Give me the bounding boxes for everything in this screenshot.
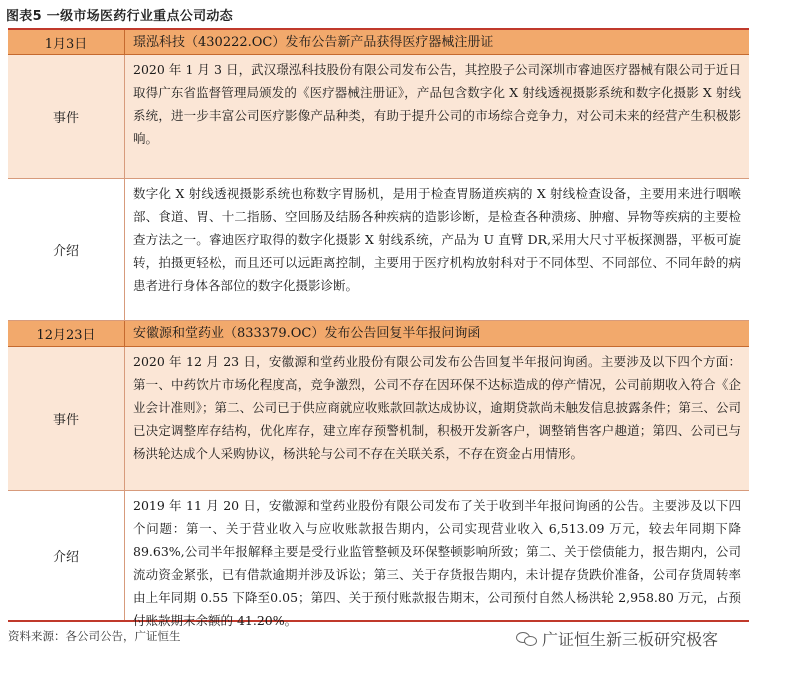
event-text-cell: 2020 年 1 月 3 日，武汉璟泓科技股份有限公司发布公告，其控股子公司深圳市睿迪医疗器械有限公司于近日取得广东省监督管理局颁发的《医疗器械注册证》，产品包含数字化 X 射线透视摄影系统和数字化摄影 X 射线系统，进一步丰富公司医疗影像产品种类，有助于提升公司的市场综合竞争力，对公司未来的经营产生积极影响。 [133, 62, 741, 146]
row-label-cell: 事件 [8, 55, 125, 178]
wechat-icon [516, 630, 538, 648]
source-note: 资料来源：各公司公告，广证恒生 [8, 629, 181, 643]
watermark-text: 广证恒生新三板研究极客 [542, 630, 719, 649]
table-row-intro-1 [8, 179, 749, 321]
table-row-date-1 [8, 30, 749, 55]
table-row-event-1 [8, 55, 749, 179]
headline-cell: 璟泓科技（430222.OC）发布公告新产品获得医疗器械注册证 [133, 34, 494, 50]
row-label-cell: 介绍 [8, 491, 125, 620]
row-label-cell: 事件 [8, 347, 125, 490]
company-news-table [8, 28, 749, 628]
date-cell: 12月23日 [8, 321, 125, 346]
watermark [516, 627, 718, 650]
table-row-date-2 [8, 321, 749, 347]
intro-text-cell: 2019 年 11 月 20 日，安徽源和堂药业股份有限公司发布了关于收到半年报问询函的公告。主要涉及以下四个问题：第一、关于营业收入与应收账款报告期内，公司实现营业收入 6,513.09 万元，较去年同期下降 89.63%,公司半年报解释主要是受行业监管整顿及环保整顿影响所致；第二、关于偿债能力，报告期内，公司流动资金紧张，已有借款逾期并涉及诉讼；第三、关于存货报告期内，未计提存货跌价准备，公司存货周转率由上年同期 0.55 下降至0.05；第四、关于预付账款报告期末，公司预付自然人杨洪轮 2,958.80 万元，占预付账款期末余额的 41.20%。 [133, 498, 741, 628]
date-cell: 1月3日 [8, 30, 125, 54]
row-label-cell: 介绍 [8, 179, 125, 320]
table-row-intro-2 [8, 491, 749, 628]
figure-title: 图表5 一级市场医药行业重点公司动态 [6, 9, 233, 24]
headline-cell: 安徽源和堂药业（833379.OC）发布公告回复半年报问询函 [133, 326, 481, 341]
intro-text-cell: 数字化 X 射线透视摄影系统也称数字胃肠机，是用于检查胃肠道疾病的 X 射线检查设备，主要用来进行咽喉部、食道、胃、十二指肠、空回肠及结肠各种疾病的造影诊断，是检查各种溃疡、肿瘤、异物等疾病的主要检查方法之一。睿迪医疗取得的数字化摄影 X 射线系统，产品为 U 直臂 DR,采用大尺寸平板探测器，平板可旋转，拍摄更轻松，而且还可以远距离控制，主要用于医疗机构放射科对于不同体型、不同部位、不同年龄的病患者进行身体各部位的数字化摄影诊断。 [133, 186, 741, 293]
event-text-cell: 2020 年 12 月 23 日，安徽源和堂药业股份有限公司发布公告回复半年报问询函。主要涉及以下四个方面：第一、中药饮片市场化程度高，竞争激烈，公司不存在因环保不达标造成的停产情况，公司前期收入符合《企业会计准则》；第二、公司已于供应商就应收账款回款达成协议，逾期贷款尚未触发信息披露条件；第三、公司已决定调整库存结构，优化库存，建立库存预警机制，积极开发新客户，调整销售客户趣道；第四、公司已与杨洪轮达成个人采购协议，杨洪轮与公司不存在关联关系，不存在资金占用情形。 [133, 354, 741, 461]
table-row-event-2 [8, 347, 749, 491]
